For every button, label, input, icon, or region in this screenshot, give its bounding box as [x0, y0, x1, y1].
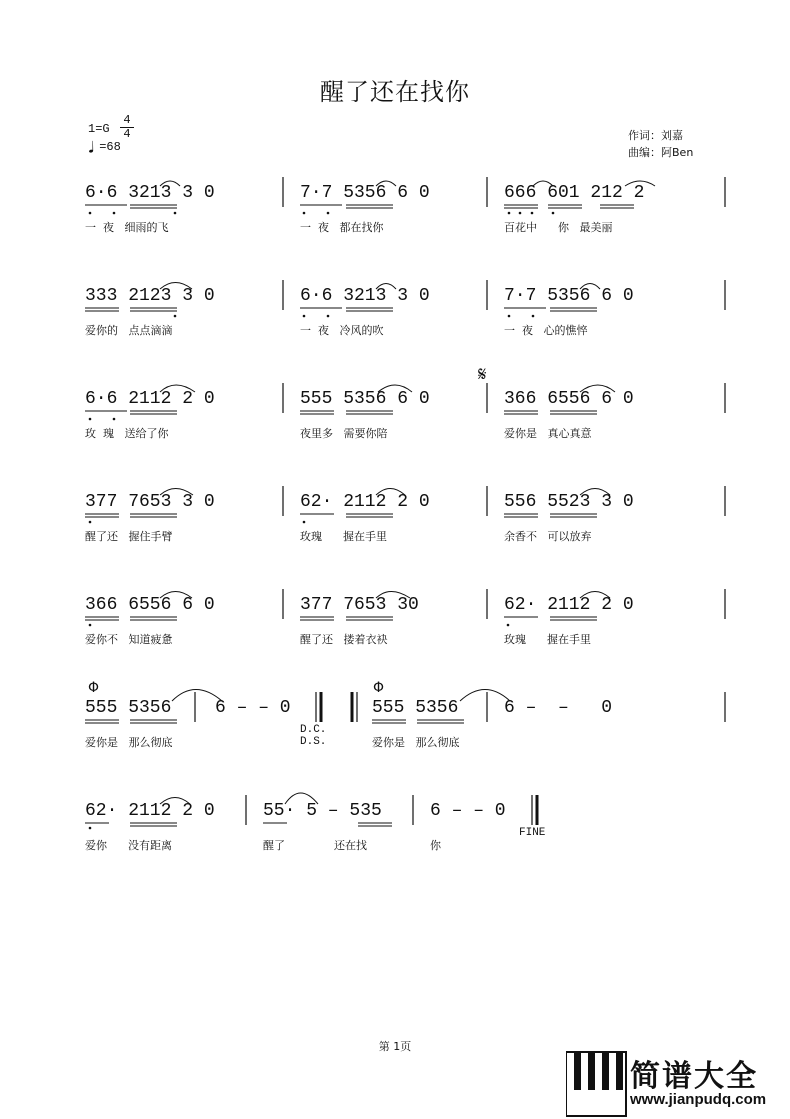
- lyric-line: 爱你是 那么彻底: [372, 736, 460, 749]
- time-signature: [120, 114, 134, 141]
- key-signature: 1=G: [88, 122, 110, 136]
- measure-notes: 6·6 3213 3 0: [300, 286, 430, 306]
- coda-icon: Φ: [373, 680, 385, 696]
- lyric-line: 爱你 没有距离: [85, 839, 172, 852]
- logo-url: www.jianpudq.com: [630, 1091, 767, 1108]
- lyric-line: 爱你的 点点滴滴: [85, 324, 173, 337]
- measure-notes: 377 7653 3 0: [85, 492, 215, 512]
- logo-text: 简谱大全: [630, 1059, 758, 1094]
- coda-icon: Φ: [88, 680, 100, 696]
- measure-notes: 6 – – 0: [504, 698, 613, 718]
- lyric-line: 玫瑰 握在手里: [300, 530, 387, 543]
- dcds-mark: D.C. D.S.: [300, 724, 327, 748]
- measure-notes: 62· 2112 2 0: [300, 492, 430, 512]
- tempo-marking: [86, 135, 121, 160]
- measure-notes: 366 6556 6 0: [504, 389, 634, 409]
- lyric-line: 一 夜 都在找你: [300, 221, 384, 234]
- lyric-line: 夜里多 需要你陪: [300, 427, 388, 440]
- segno-icon: 𝄋: [478, 362, 487, 386]
- measure-notes: 366 6556 6 0: [85, 595, 215, 615]
- measure-notes: 7·7 5356 6 0: [504, 286, 634, 306]
- measure-notes: 7·7 5356 6 0: [300, 183, 430, 203]
- lyric-line: 余香不 可以放弃: [504, 530, 592, 543]
- lyric-line: 一 夜 冷风的吹: [300, 324, 384, 337]
- credits: [628, 127, 693, 161]
- fine-mark: FINE: [519, 827, 546, 839]
- measure-notes: 333 2123 3 0: [85, 286, 215, 306]
- composer-credit: 曲编：阿Ben: [628, 146, 694, 159]
- time-sig-num: 4: [123, 113, 131, 127]
- measure-notes: 555 5356: [372, 698, 459, 718]
- measure-notes: 62· 2112 2 0: [85, 801, 215, 821]
- lyric-line: 爱你是 那么彻底: [85, 736, 173, 749]
- measure-notes: 62· 2112 2 0: [504, 595, 634, 615]
- lyric-line: 玫 瑰 送给了你: [85, 427, 169, 440]
- lyric-line: 爱你是 真心真意: [504, 427, 592, 440]
- barlines: [195, 177, 725, 825]
- tempo-value: =68: [99, 140, 121, 154]
- lyric-line: 百花中 你 最美丽: [504, 221, 613, 234]
- lyric-line: 醒了还 搂着衣袂: [300, 633, 388, 646]
- measure-notes: 6·6 3213 3 0: [85, 183, 215, 203]
- measure-notes: 556 5523 3 0: [504, 492, 634, 512]
- lyric-line: 你: [430, 839, 441, 852]
- lyric-line: 一 夜 心的憔悴: [504, 324, 588, 337]
- measure-notes: 666 601 212 2: [504, 183, 645, 203]
- measure-notes: 377 7653 30: [300, 595, 419, 615]
- song-title: 醒了还在找你: [320, 78, 470, 106]
- measure-notes: 55· 5 – 535: [263, 801, 382, 821]
- lyric-line: 爱你不 知道疲惫: [85, 633, 173, 646]
- measure-notes: 555 5356 6 0: [300, 389, 430, 409]
- lyric-line: 醒了 还在找: [263, 839, 367, 852]
- lyric-line: 醒了还 握住手臂: [85, 530, 173, 543]
- lyric-line: 玫瑰 握在手里: [504, 633, 591, 646]
- quarter-note-icon: ♩: [86, 135, 100, 160]
- time-sig-den: 4: [120, 127, 134, 141]
- lyric-line: 一 夜 细雨的飞: [85, 221, 169, 234]
- page-footer: 第 1页: [378, 1040, 412, 1053]
- measure-notes: 6·6 2112 2 0: [85, 389, 215, 409]
- measure-notes: 6 – – 0: [215, 698, 291, 718]
- lyricist-credit: 作词：刘嘉: [628, 129, 683, 142]
- measure-notes: 6 – – 0: [430, 801, 506, 821]
- measure-notes: 555 5356: [85, 698, 172, 718]
